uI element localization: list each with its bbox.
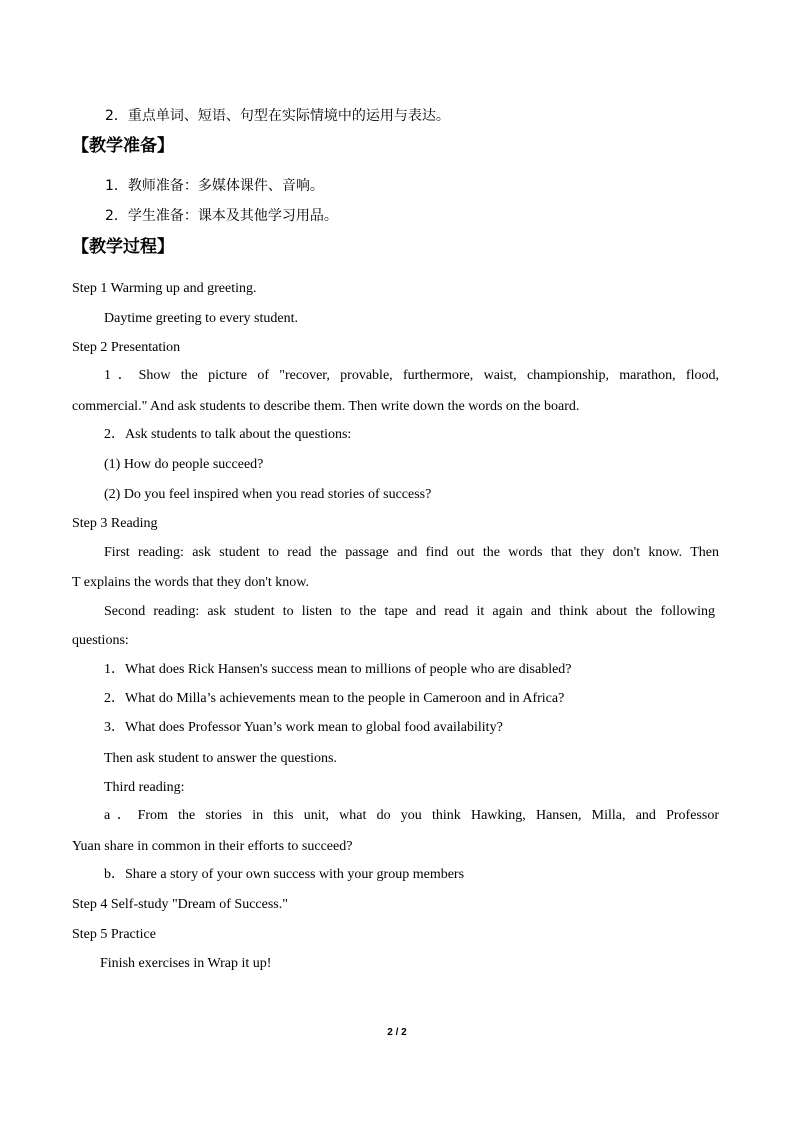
step3-first-reading-line1: First reading: ask student to read the passage and find out the words that they don't know. Then bbox=[104, 545, 719, 560]
preparation-item-1: 1．教师准备：多媒体课件、音响。 bbox=[105, 178, 324, 194]
step4-title: Step 4 Self-study "Dream of Success." bbox=[72, 897, 288, 912]
step1-title: Step 1 Warming up and greeting. bbox=[72, 281, 257, 296]
step3-item-b: b．Share a story of your own success with your group members bbox=[104, 867, 465, 882]
focus-item-2: 2．重点单词、短语、句型在实际情境中的运用与表达。 bbox=[105, 108, 450, 124]
process-heading: 【教学过程】 bbox=[72, 237, 174, 257]
step3-item-a-line2: Yuan share in common in their efforts to succeed? bbox=[72, 839, 353, 854]
step5-title: Step 5 Practice bbox=[72, 927, 156, 942]
step3-question-2: 2．What do Milla’s achievements mean to the people in Cameroon and in Africa? bbox=[104, 691, 565, 706]
preparation-item-2: 2．学生准备：课本及其他学习用品。 bbox=[105, 208, 338, 224]
step2-item1-line2: commercial." And ask students to describe them. Then write down the words on the board. bbox=[72, 399, 580, 414]
step2-title: Step 2 Presentation bbox=[72, 340, 181, 355]
step3-item-a-line1: a．From the stories in this unit, what do you think Hawking, Hansen, Milla, and Professor bbox=[104, 808, 719, 823]
step2-item2: 2．Ask students to talk about the questions: bbox=[104, 427, 352, 442]
step3-third-reading: Third reading: bbox=[104, 780, 185, 795]
step3-question-3: 3．What does Professor Yuan’s work mean to global food availability? bbox=[104, 720, 503, 735]
step3-title: Step 3 Reading bbox=[72, 516, 158, 531]
step2-item1-line1: 1．Show the picture of "recover, provable, furthermore, waist, championship, marathon, flood, bbox=[104, 368, 719, 383]
step3-first-reading-line2: T explains the words that they don't know. bbox=[72, 575, 309, 590]
step2-question-2: (2) Do you feel inspired when you read stories of success? bbox=[104, 487, 432, 502]
preparation-heading: 【教学准备】 bbox=[72, 136, 174, 156]
step3-second-reading-line1: Second reading: ask student to listen to the tape and read it again and think about the following bbox=[104, 604, 715, 619]
page-number: 2 / 2 bbox=[387, 1027, 407, 1038]
step5-text: Finish exercises in Wrap it up! bbox=[100, 956, 272, 971]
step3-second-reading-line2: questions: bbox=[72, 633, 129, 648]
step2-question-1: (1) How do people succeed? bbox=[104, 457, 264, 472]
step3-question-1: 1．What does Rick Hansen's success mean to millions of people who are disabled? bbox=[104, 662, 572, 677]
step3-then: Then ask student to answer the questions. bbox=[104, 751, 337, 766]
step1-text: Daytime greeting to every student. bbox=[104, 311, 298, 326]
